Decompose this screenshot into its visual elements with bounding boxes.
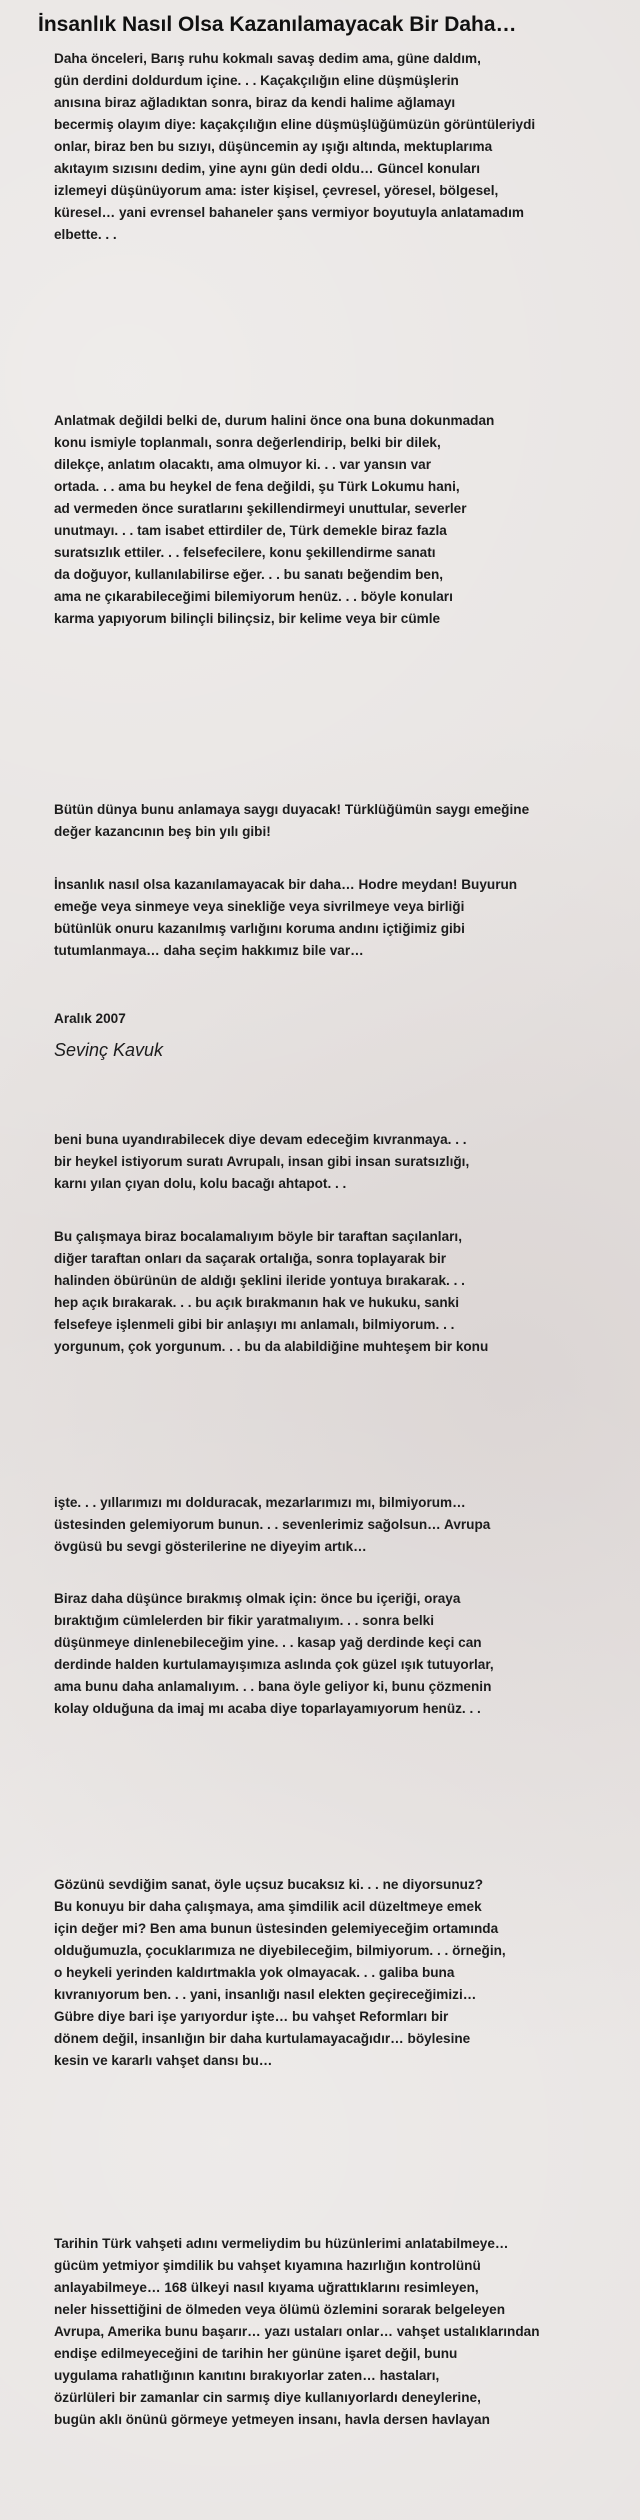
paragraph-4: [54, 874, 624, 962]
paragraph-line: onlar, biraz ben bu sızıyı, düşüncemin ay ışığı altında, mektuplarıma: [54, 139, 493, 154]
paragraph-1: [54, 48, 624, 246]
paragraph-line: anlayabilmeye… 168 ülkeyi nasıl kıyama uğrattıklarını resimleyen,: [54, 2280, 479, 2295]
paragraph-line: hep açık bırakarak. . . bu açık bırakmanın hak ve hukuku, sanki: [54, 1295, 459, 1310]
paragraph-line: kesin ve kararlı vahşet dansı bu…: [54, 2053, 273, 2068]
paragraph-line: Gübre diye bari işe yarıyordur işte… bu vahşet Reformları bir: [54, 2009, 449, 2024]
paragraph-line: küresel… yani evrensel bahaneler şans vermiyor boyutuyla anlatamadım: [54, 205, 524, 220]
paragraph-6: [54, 1226, 624, 1358]
paragraph-line: yorgunum, çok yorgunum. . . bu da alabildiğine muhteşem bir konu: [54, 1339, 489, 1354]
paragraph-line: beni buna uyandırabilecek diye devam edeceğim kıvranmaya. . .: [54, 1132, 467, 1147]
paragraph-line: düşünmeye dinlenebileceğim yine. . . kasap yağ derdinde keçi can: [54, 1635, 482, 1650]
paragraph-line: ortada. . . ama bu heykel de fena değildi, şu Türk Lokumu hani,: [54, 479, 460, 494]
paragraph-line: kolay olduğuna da imaj mı acaba diye toparlayamıyorum henüz. . .: [54, 1701, 481, 1716]
paragraph-line: elbette. . .: [54, 227, 117, 242]
paragraph-line: üstesinden gelemiyorum bunun. . . sevenlerimiz sağolsun… Avrupa: [54, 1517, 491, 1532]
paragraph-line: karma yapıyorum bilinçli bilinçsiz, bir kelime veya bir cümle: [54, 611, 441, 626]
paragraph-line: Gözünü sevdiğim sanat, öyle uçsuz bucaksız ki. . . ne diyorsunuz?: [54, 1877, 484, 1892]
paragraph-line: diğer taraftan onları da saçarak ortalığa, sonra toplayarak bir: [54, 1251, 447, 1266]
paragraph-line: endişe edilmeyeceğini de tarihin her gününe işaret değil, bunu: [54, 2346, 458, 2361]
author-signature: Sevinç Kavuk: [54, 1040, 164, 1060]
paragraph-line: unutmayı. . . tam isabet ettirdiler de, Türk demekle biraz fazla: [54, 523, 447, 538]
paragraph-line: o heykeli yerinden kaldırtmakla yok olmayacak. . . galiba buna: [54, 1965, 455, 1980]
paragraph-line: gücüm yetmiyor şimdilik bu vahşet kıyamına hazırlığın kontrolünü: [54, 2258, 481, 2273]
paragraph-line: uygulama rahatlığının kanıtını bırakıyorlar zaten… hastaları,: [54, 2368, 440, 2383]
paragraph-line: bir heykel istiyorum suratı Avrupalı, insan gibi insan suratsızlığı,: [54, 1154, 470, 1169]
paragraph-2: [54, 410, 624, 630]
paragraph-line: karnı yılan çıyan dolu, kolu bacağı ahtapot. . .: [54, 1176, 347, 1191]
paragraph-8: [54, 1588, 624, 1720]
paragraph-line: becermiş olayım diye: kaçakçılığın eline düşmüşlüğümüzün görüntüleriydi: [54, 117, 536, 132]
paragraph-line: izlemeyi düşünüyorum ama: ister kişisel, çevresel, yöresel, bölgesel,: [54, 183, 499, 198]
paragraph-9: [54, 1874, 624, 2072]
paragraph-line: halinden öbürünün de aldığı şeklini ileride yontuya bırakarak. . .: [54, 1273, 465, 1288]
article-date: Aralık 2007: [54, 1011, 126, 1026]
paragraph-line: kıvranıyorum ben. . . yani, insanlığı nasıl elekten geçireceğimizi…: [54, 1987, 477, 2002]
paragraph-line: ama ne çıkarabileceğimi bilemiyorum henüz. . . böyle konuları: [54, 589, 453, 604]
paragraph-line: işte. . . yıllarımızı mı dolduracak, mezarlarımızı mı, bilmiyorum…: [54, 1495, 466, 1510]
paragraph-line: anısına biraz ağladıktan sonra, biraz da kendi halime ağlamayı: [54, 95, 456, 110]
paragraph-line: emeğe veya sinmeye veya sinekliğe veya sivrilmeye veya birliği: [54, 899, 465, 914]
paragraph-line: olduğumuzla, çocuklarımıza ne diyebileceğim, bilmiyorum. . . örneğin,: [54, 1943, 506, 1958]
paragraph-line: akıtayım sızısını dedim, yine aynı gün dedi oldu… Güncel konuları: [54, 161, 481, 176]
paragraph-line: Daha önceleri, Barış ruhu kokmalı savaş dedim ama, güne daldım,: [54, 51, 481, 66]
paragraph-line: özürlüleri bir zamanlar cin sarmış diye kullanıyorlardı deneylerine,: [54, 2390, 481, 2405]
paragraph-line: Bu çalışmaya biraz bocalamalıyım böyle bir taraftan saçılanları,: [54, 1229, 462, 1244]
paragraph-line: derdinde halden kurtulamayışımıza aslında çok güzel ışık tutuyorlar,: [54, 1657, 494, 1672]
paragraph-line: Avrupa, Amerika bunu başarır… yazı ustaları onlar… vahşet ustalıklarından: [54, 2324, 540, 2339]
paragraph-line: neler hissettiğini de ölmeden veya ölümü özlemini sorarak belgeleyen: [54, 2302, 506, 2317]
paragraph-7: [54, 1492, 624, 1558]
paragraph-line: suratsızlık ettiler. . . felsefecilere, konu şekillendirme sanatı: [54, 545, 436, 560]
paragraph-3: [54, 799, 624, 843]
paragraph-line: Anlatmak değildi belki de, durum halini önce ona buna dokunmadan: [54, 413, 495, 428]
paragraph-line: Bütün dünya bunu anlamaya saygı duyacak! Türklüğümün saygı emeğine: [54, 802, 530, 817]
paragraph-line: İnsanlık nasıl olsa kazanılamayacak bir daha… Hodre meydan! Buyurun: [54, 877, 518, 892]
paragraph-line: bugün aklı önünü görmeye yetmeyen insanı, havla dersen havlayan: [54, 2412, 490, 2427]
paragraph-line: Biraz daha düşünce bırakmış olmak için: önce bu içeriği, oraya: [54, 1591, 461, 1606]
paragraph-line: övgüsü bu sevgi gösterilerine ne diyeyim artık…: [54, 1539, 367, 1554]
paragraph-line: dilekçe, anlatım olacaktı, ama olmuyor ki. . . var yansın var: [54, 457, 432, 472]
paragraph-line: Bu konuyu bir daha çalışmaya, ama şimdilik acil düzeltmeye emek: [54, 1899, 482, 1914]
paragraph-line: ama bunu daha anlamalıyım. . . bana öyle geliyor ki, bunu çözmenin: [54, 1679, 492, 1694]
paragraph-line: felsefeye işlenmeli gibi bir anlaşıyı mı anlamalı, bilmiyorum. . .: [54, 1317, 455, 1332]
paragraph-5: [54, 1129, 624, 1195]
paragraph-line: tutumlanmaya… daha seçim hakkımız bile var…: [54, 943, 364, 958]
paragraph-line: Tarihin Türk vahşeti adını vermeliydim bu hüzünlerimi anlatabilmeye…: [54, 2236, 509, 2251]
paragraph-line: bütünlük onuru kazanılmış varlığını koruma andını içtiğimiz gibi: [54, 921, 465, 936]
paragraph-line: değer kazancının beş bin yılı gibi!: [54, 824, 271, 839]
paragraph-line: da doğuyor, kullanılabilirse eğer. . . bu sanatı beğendim ben,: [54, 567, 444, 582]
paragraph-line: ad vermeden önce suratlarını şekillendirmeyi unuttular, severler: [54, 501, 467, 516]
paragraph-10: [54, 2233, 624, 2431]
paragraph-line: dönem değil, insanlığın bir daha kurtulamayacağıdır… böylesine: [54, 2031, 471, 2046]
paragraph-line: gün derdini doldurdum içine. . . Kaçakçılığın eline düşmüşlerin: [54, 73, 459, 88]
paragraph-line: bıraktığım cümlelerden bir fikir yaratmalıyım. . . sonra belki: [54, 1613, 435, 1628]
paragraph-line: için değer mi? Ben ama bunun üstesinden gelemiyeceğim ortamında: [54, 1921, 499, 1936]
paragraph-line: konu ismiyle toplanmalı, sonra değerlendirip, belki bir dilek,: [54, 435, 441, 450]
page-title: İnsanlık Nasıl Olsa Kazanılamayacak Bir Daha…: [38, 13, 517, 36]
